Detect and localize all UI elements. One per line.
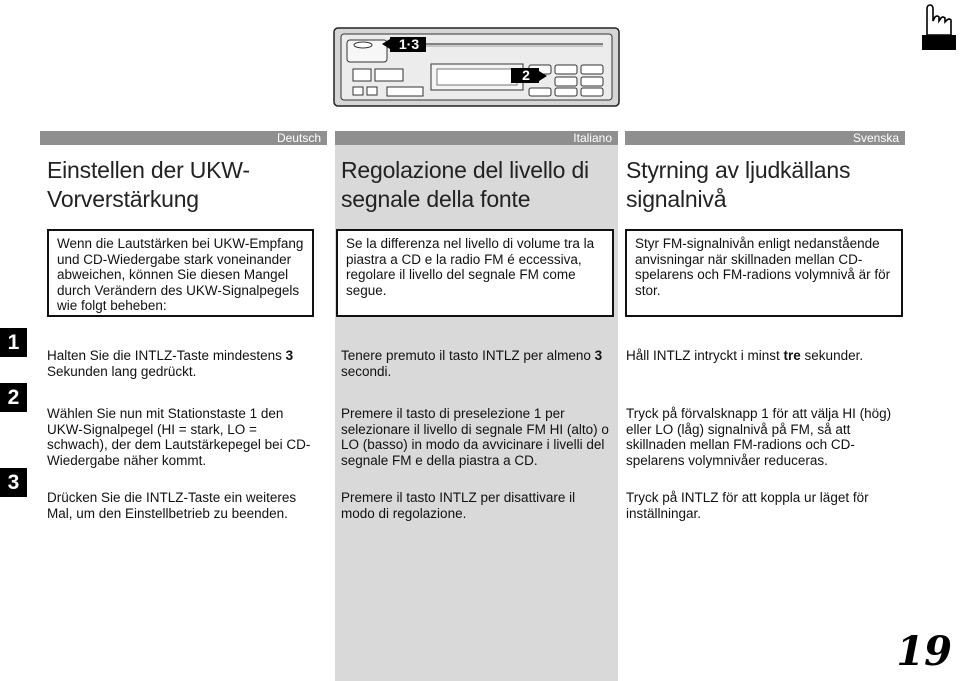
step-3-sv-text: Tryck på INTLZ för att koppla ur läget för inställningar. [626,490,869,521]
step-2-it-text: Premere il tasto di preselezione 1 per selezionare il livello di segnale FM HI (alto) o LO (basso) in modo da avvicinare i livelli del segnale FM e della piastra a CD. [341,406,609,468]
intro-text-sv: Styr FM-signalnivån enligt nedanstående anvisningar när skillnaden mellan CD-spelarens och FM-radions volymnivå är för stor. [635,236,891,298]
language-label-it: Italiano [573,131,612,145]
step-1-sv-text-end: sekunder. [800,348,864,363]
step-1-it-text: Tenere premuto il tasto INTLZ per almeno [341,348,595,363]
step-3-it [341,490,611,521]
callout-2-label: 2 [522,67,530,83]
step-1-de-text-end: Sekunden lang gedrückt. [47,363,197,379]
title-sv: Styrning av ljudkällans signalnivå [626,157,851,212]
step-1-it-bold: 3 [594,348,603,363]
step-2-sv-text: Tryck på förvalsknapp 1 för att välja HI (hög) eller LO (låg) signalnivå på FM, så att skillnaden mellan FM-radions och CD-spelarens volymnivåer reduceras. [626,406,892,468]
step-3-de-text: Drücken Sie die INTLZ-Taste ein weiteres Mal, um den Einstellbetrieb zu beenden. [47,490,297,521]
step-number-1: 1 [0,328,27,357]
language-label-de: Deutsch [276,131,321,145]
step-1-sv-bold: tre [783,348,801,363]
step-1-de-text: Halten Sie die INTLZ-Taste mindestens [47,348,286,363]
intro-text-it: Se la differenza nel livello di volume tra la piastra a CD e la radio FM é eccessiva, regolare il livello del segnale FM come segue. [346,236,595,298]
language-label-sv: Svenska [852,131,899,145]
language-bar-de [40,131,327,145]
step-1-de [47,348,317,379]
car-stereo-drawing [333,27,620,107]
language-bar-it [335,131,618,145]
step-1-de-bold: 3 [285,348,294,363]
language-bar-sv [625,131,905,145]
step-2-sv [626,406,906,468]
hand-pointer-icon [921,3,957,51]
step-2-de-text: Wählen Sie nun mit Stationstaste 1 den UKW-Signalpegel (HI = stark, LO = schwach), der dem Lautstärkepegel bei CD-Wiedergabe näher kommt. [47,406,311,468]
step-3-it-text: Premere il tasto INTLZ per disattivare il modo di regolazione. [341,490,576,521]
device-illustration [333,27,620,107]
step-1-sv-text: Håll INTLZ intryckt i minst [626,348,784,363]
step-1-it [341,348,616,379]
step-2-it [341,406,611,468]
intro-box-sv [625,229,903,317]
step-1-sv [626,348,911,364]
intro-box-de [47,229,314,317]
callout-1-3-label: 1·3 [398,36,420,52]
title-it: Regolazione del livello di segnale della fonte [341,157,589,212]
step-3-sv [626,490,901,521]
step-2-de [47,406,315,468]
intro-text-de: Wenn die Lautstärken bei UKW-Empfang und CD-Wiedergabe stark voneinander abweichen, können Sie diesen Mangel durch Verändern des UKW-Signalpegels wie folgt beheben: [57,236,304,314]
step-number-3: 3 [0,468,27,497]
step-1-it-text-end: secondi. [341,363,392,379]
step-number-2: 2 [0,383,27,412]
page-number: 19 [896,628,952,675]
title-de: Einstellen der UKW-Vorverstärkung [47,157,250,212]
step-3-de [47,490,322,521]
intro-box-it [336,229,614,317]
